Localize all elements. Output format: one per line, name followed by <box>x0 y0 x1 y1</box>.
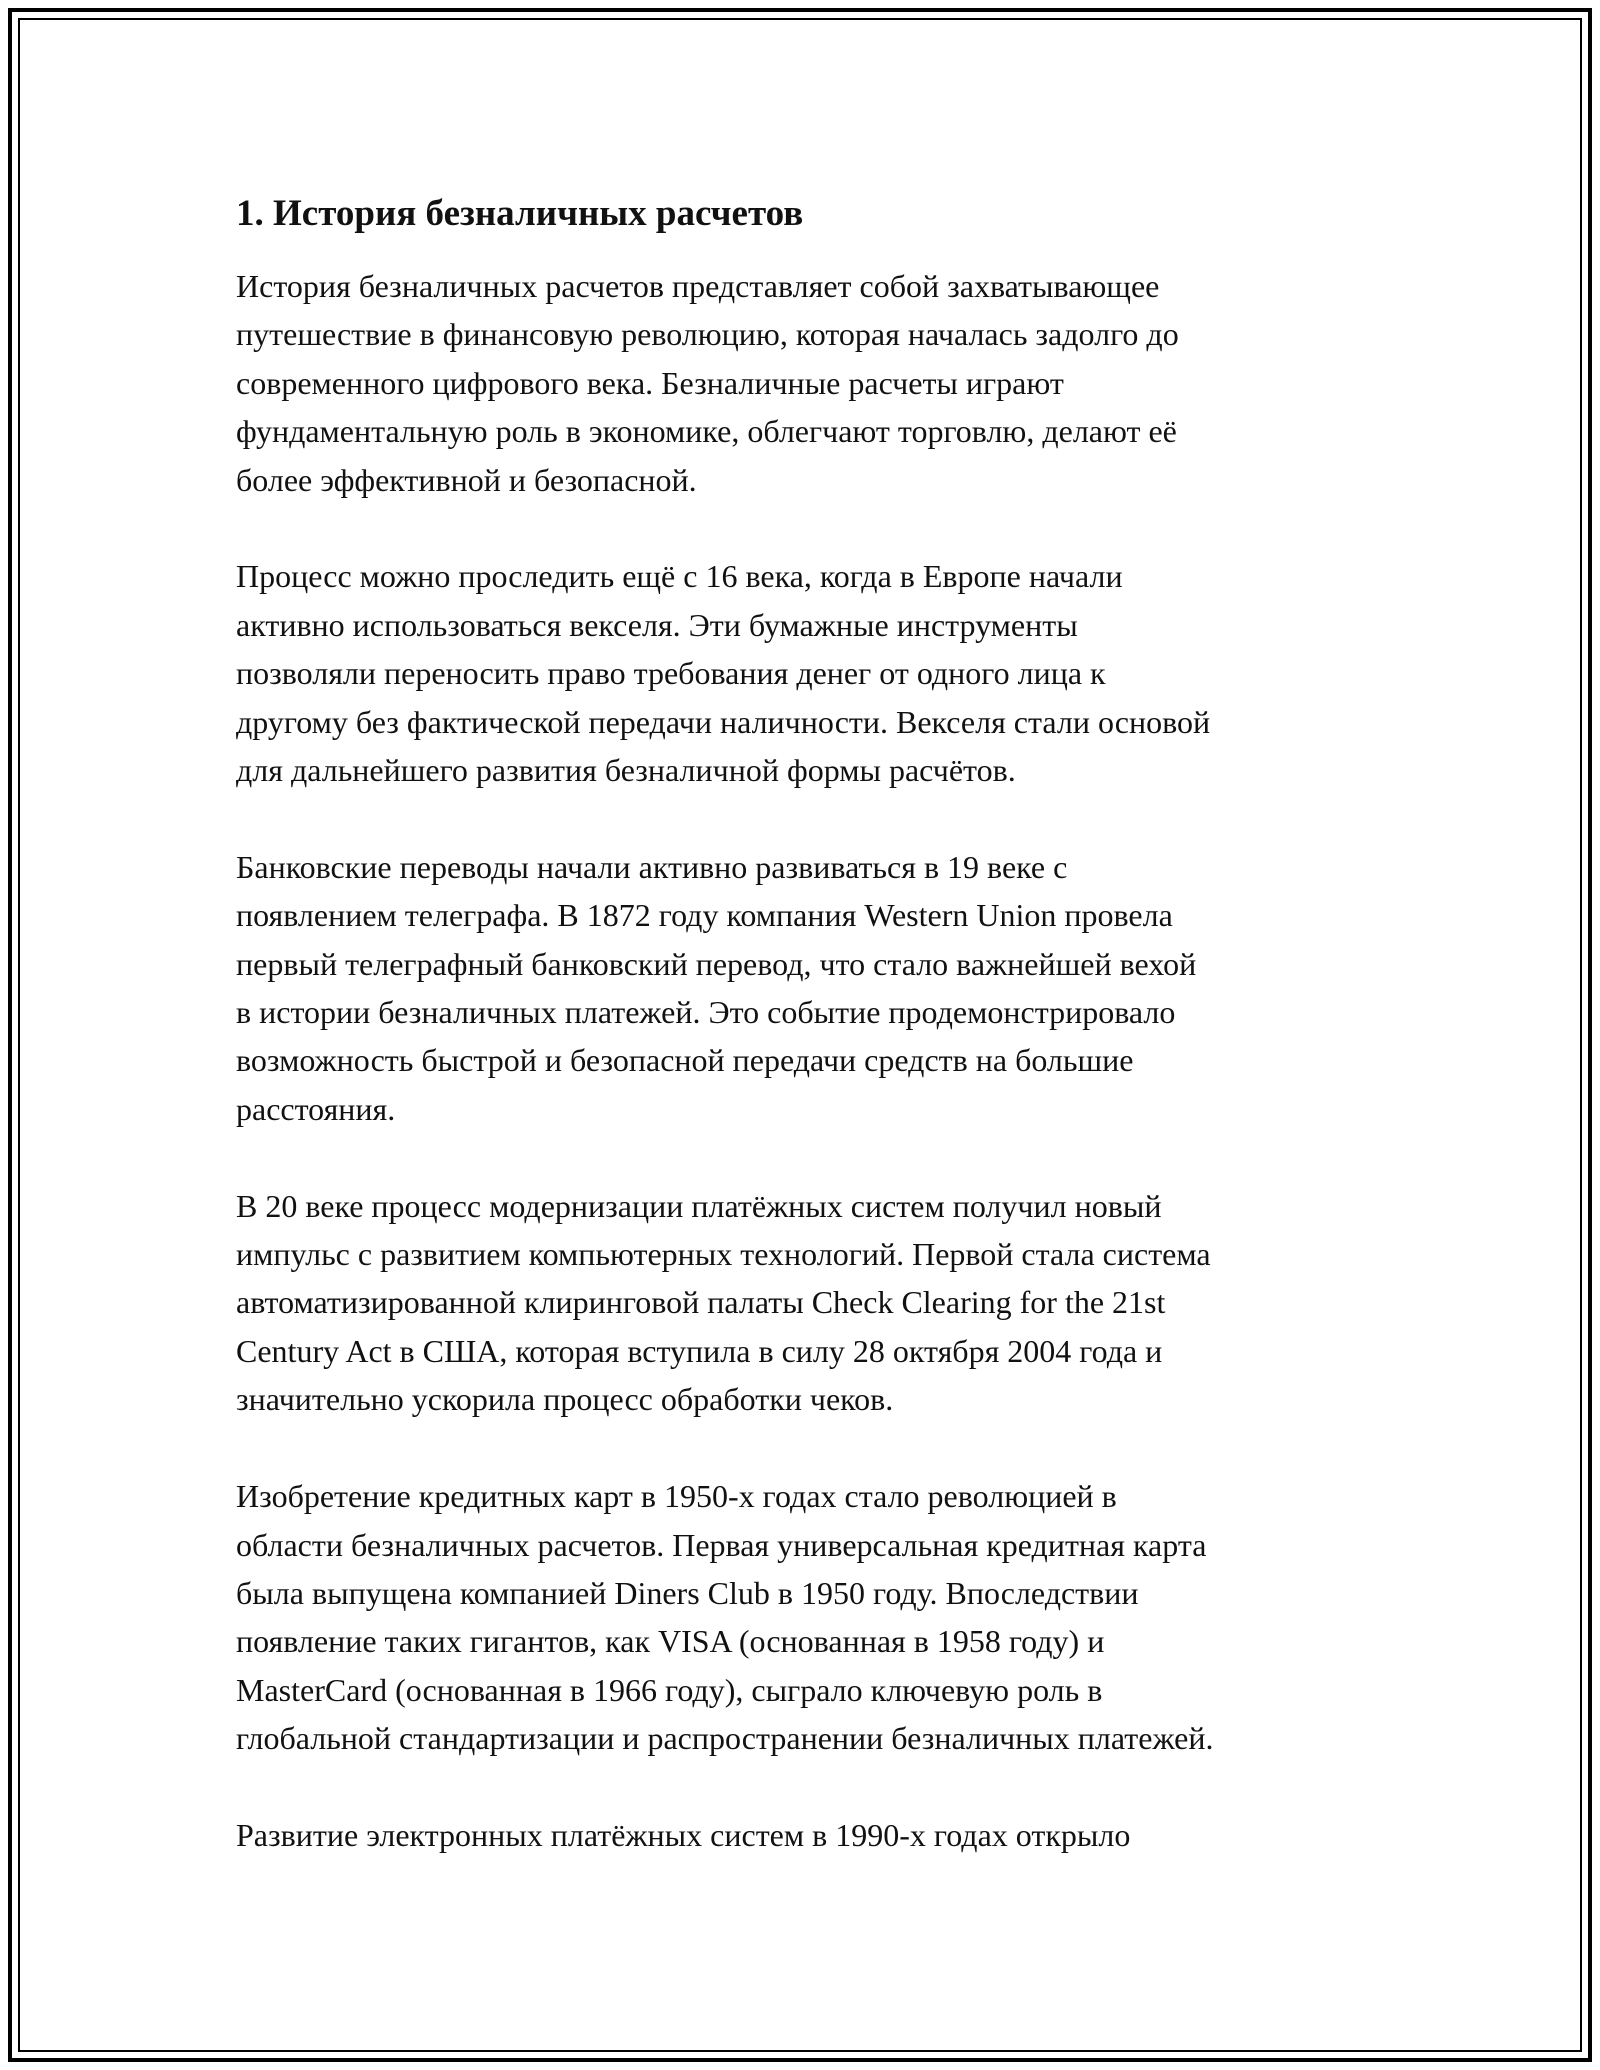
text-line: более эффективной и безопасной. <box>236 461 697 498</box>
text-line: для дальнейшего развития безналичной формы расчётов. <box>236 752 1016 789</box>
section-heading: 1. История безналичных расчетов <box>236 193 804 234</box>
text-line: расстояния. <box>236 1090 396 1127</box>
text-line: другому без фактической передачи наличности. Векселя стали основой <box>236 703 1211 740</box>
text-line: импульс с развитием компьютерных технологий. Первой стала система <box>236 1236 1211 1273</box>
paragraph-credit-cards <box>236 1472 1366 1762</box>
text-line: в истории безналичных платежей. Это событие продемонстрировало <box>236 994 1176 1031</box>
text-line: История безналичных расчетов представляет собой захватывающее <box>236 268 1160 304</box>
text-line: современного цифрового века. Безналичные расчеты играют <box>236 364 1064 401</box>
text-line: Century Act в США, которая вступила в силу 28 октября 2004 года и <box>236 1332 1163 1369</box>
text-line: Изобретение кредитных карт в 1950-х годах стало революцией в <box>236 1478 1117 1515</box>
text-line: позволяли переносить право требования денег от одного лица к <box>236 655 1106 692</box>
text-line: MasterCard (основанная в 1966 году), сыграло ключевую роль в <box>236 1671 1103 1708</box>
text-line: области безналичных расчетов. Первая универсальная кредитная карта <box>236 1526 1207 1563</box>
text-line: Процесс можно проследить ещё с 16 века, когда в Европе начали <box>236 558 1123 595</box>
text-line: автоматизированной клиринговой палаты Check Clearing for the 21st <box>236 1284 1166 1321</box>
text-line: возможность быстрой и безопасной передачи средств на большие <box>236 1042 1134 1079</box>
paragraph-20th-century <box>236 1182 1366 1424</box>
text-line: была выпущена компанией Diners Club в 1950 году. Впоследствии <box>236 1574 1139 1611</box>
text-line: глобальной стандартизации и распространении безналичных платежей. <box>236 1720 1214 1757</box>
paragraph-bank-transfers <box>236 843 1366 1133</box>
text-line: первый телеграфный банковский перевод, что стало важнейшей вехой <box>236 945 1197 982</box>
text-line: появление таких гигантов, как VISA (основанная в 1958 году) и <box>236 1623 1105 1660</box>
text-line: Банковские переводы начали активно развиваться в 19 веке с <box>236 848 1068 885</box>
text-line: значительно ускорила процесс обработки чеков. <box>236 1381 894 1418</box>
text-line: В 20 веке процесс модернизации платёжных систем получил новый <box>236 1187 1162 1224</box>
text-line: фундаментальную роль в экономике, облегчают торговлю, делают её <box>236 413 1177 450</box>
text-line: появлением телеграфа. В 1872 году компания Western Union провела <box>236 897 1173 934</box>
paragraph-intro <box>236 262 1366 504</box>
paragraph-bills-of-exchange <box>236 552 1366 794</box>
text-line: путешествие в финансовую революцию, которая началась задолго до <box>236 316 1179 353</box>
text-line: активно использоваться векселя. Эти бумажные инструменты <box>236 606 1078 643</box>
text-line: Развитие электронных платёжных систем в 1990-х годах открыло <box>236 1816 1131 1853</box>
paragraph-electronic-payments <box>236 1811 1366 1859</box>
document-body <box>236 190 1366 1908</box>
